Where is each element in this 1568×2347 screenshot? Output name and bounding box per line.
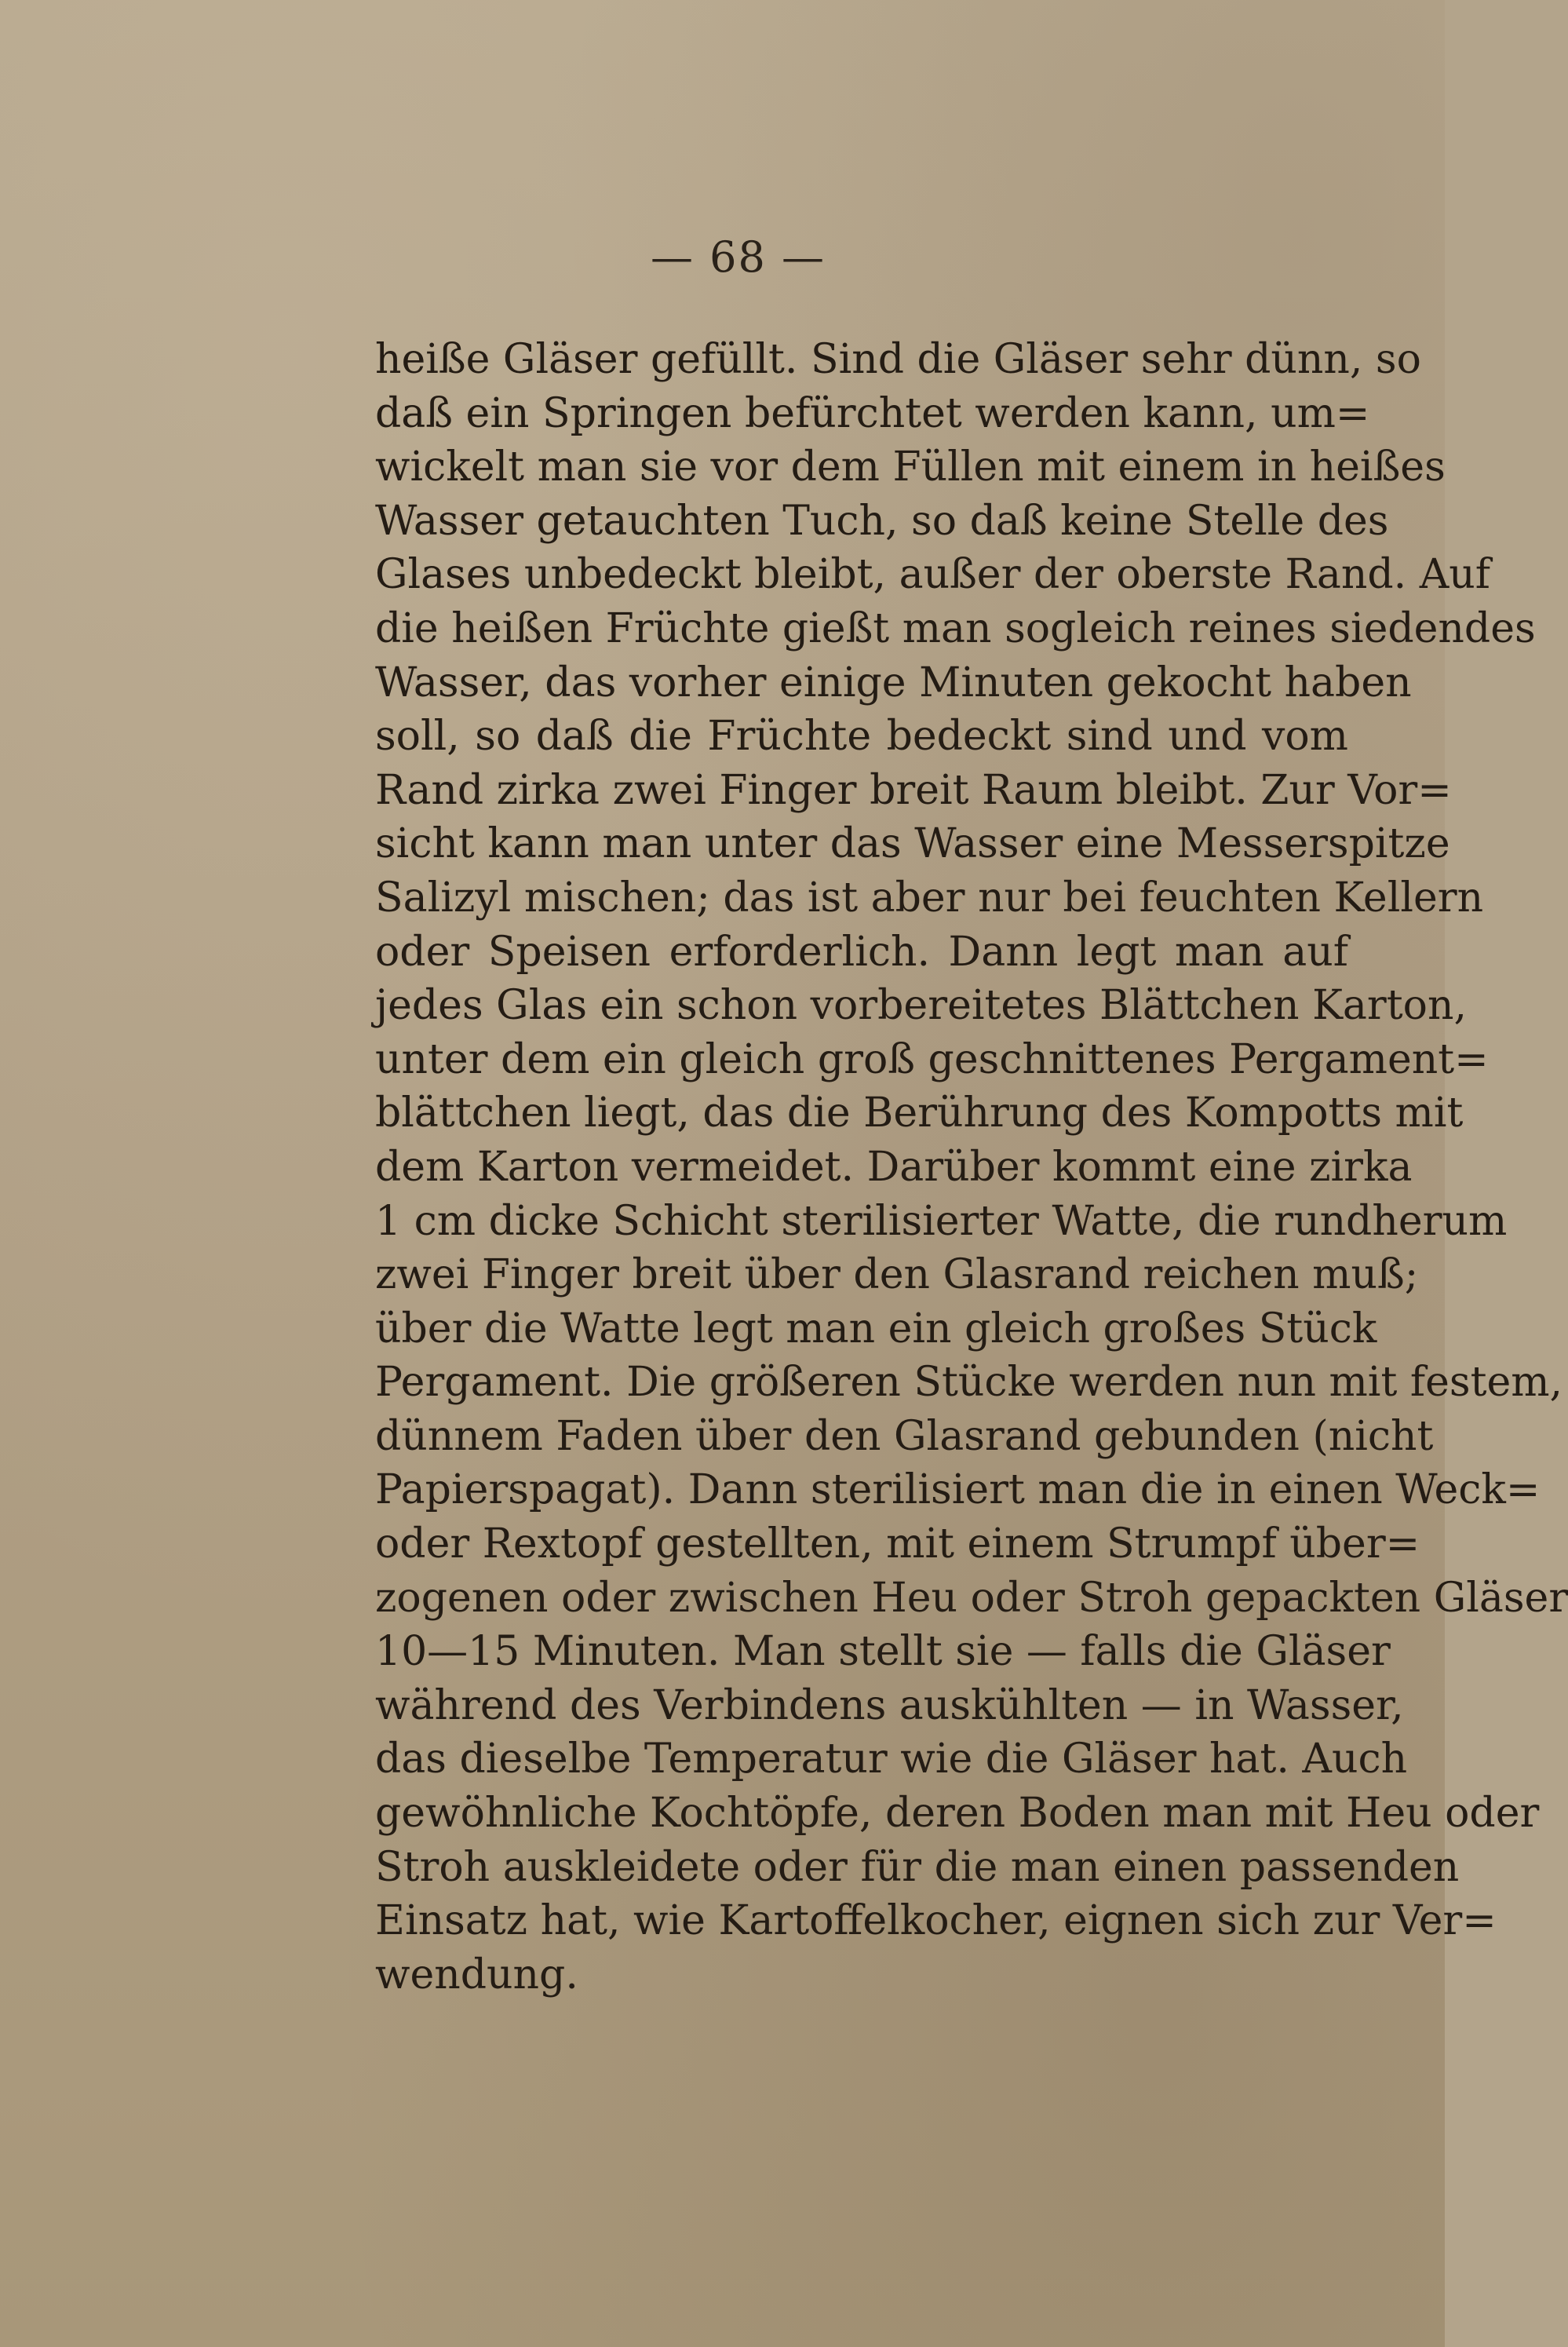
text-line: zwei Finger breit über den Glasrand reichen muß; (375, 1251, 1419, 1299)
text-line: wickelt man sie vor dem Füllen mit einem in heißes (375, 443, 1446, 491)
text-line: Salizyl mischen; das ist aber nur bei feuchten Kellern (375, 874, 1484, 922)
text-line: dem Karton vermeidet. Darüber kommt eine zirka (375, 1143, 1413, 1191)
text-line: gewöhnliche Kochtöpfe, deren Boden man mit Heu oder (375, 1790, 1540, 1838)
text-line: sicht kann man unter das Wasser eine Messerspitze (375, 820, 1450, 868)
text-line: daß ein Springen befürchtet werden kann, um= (375, 389, 1370, 437)
text-line: während des Verbindens auskühlten — in Wasser, (375, 1681, 1404, 1729)
text-line: unter dem ein gleich groß geschnittenes Pergament= (375, 1035, 1489, 1083)
text-line: dünnem Faden über den Glasrand gebunden (nicht (375, 1412, 1434, 1460)
text-line: über die Watte legt man ein gleich großes Stück (375, 1305, 1377, 1352)
text-line: jedes Glas ein schon vorbereitetes Blättchen Karton, (375, 982, 1467, 1030)
text-line: Glases unbedeckt bleibt, außer der oberste Rand. Auf (375, 551, 1490, 599)
text-line: zogenen oder zwischen Heu oder Stroh gepackten Gläser (375, 1574, 1568, 1622)
text-line: das dieselbe Temperatur wie die Gläser hat. Auch (375, 1736, 1408, 1783)
text-line: 1 cm dicke Schicht sterilisierter Watte, die rundherum (375, 1197, 1508, 1245)
text-line: heiße Gläser gefüllt. Sind die Gläser sehr dünn, so (375, 336, 1421, 383)
text-line: Pergament. Die größeren Stücke werden nun mit festem, (375, 1359, 1563, 1407)
page-number: — 68 — (650, 232, 826, 282)
text-line: Wasser, das vorher einige Minuten gekocht haben (375, 659, 1412, 706)
body-text (375, 333, 1568, 2002)
text-line: Stroh auskleidete oder für die man einen passenden (375, 1843, 1460, 1891)
text-line: Rand zirka zwei Finger breit Raum bleibt. Zur Vor= (375, 766, 1452, 814)
text-line: oder Rextopf gestellten, mit einem Strumpf über= (375, 1520, 1420, 1568)
text-line: Wasser getauchten Tuch, so daß keine Stelle des (375, 497, 1389, 545)
text-line: Einsatz hat, wie Kartoffelkocher, eignen sich zur Ver= (375, 1897, 1497, 1945)
text-line: wendung. (375, 1951, 578, 1998)
text-line: Papierspagat). Dann sterilisiert man die in einen Weck= (375, 1466, 1541, 1514)
text-line: die heißen Früchte gießt man sogleich reines siedendes (375, 604, 1536, 652)
text-line: 10—15 Minuten. Man stellt sie — falls die Gläser (375, 1628, 1391, 1676)
text-line: oder Speisen erforderlich. Dann legt man auf (375, 928, 1348, 976)
text-line: soll, so daß die Früchte bedeckt sind und vom (375, 713, 1348, 761)
text-line: blättchen liegt, das die Berührung des Kompotts mit (375, 1090, 1464, 1137)
